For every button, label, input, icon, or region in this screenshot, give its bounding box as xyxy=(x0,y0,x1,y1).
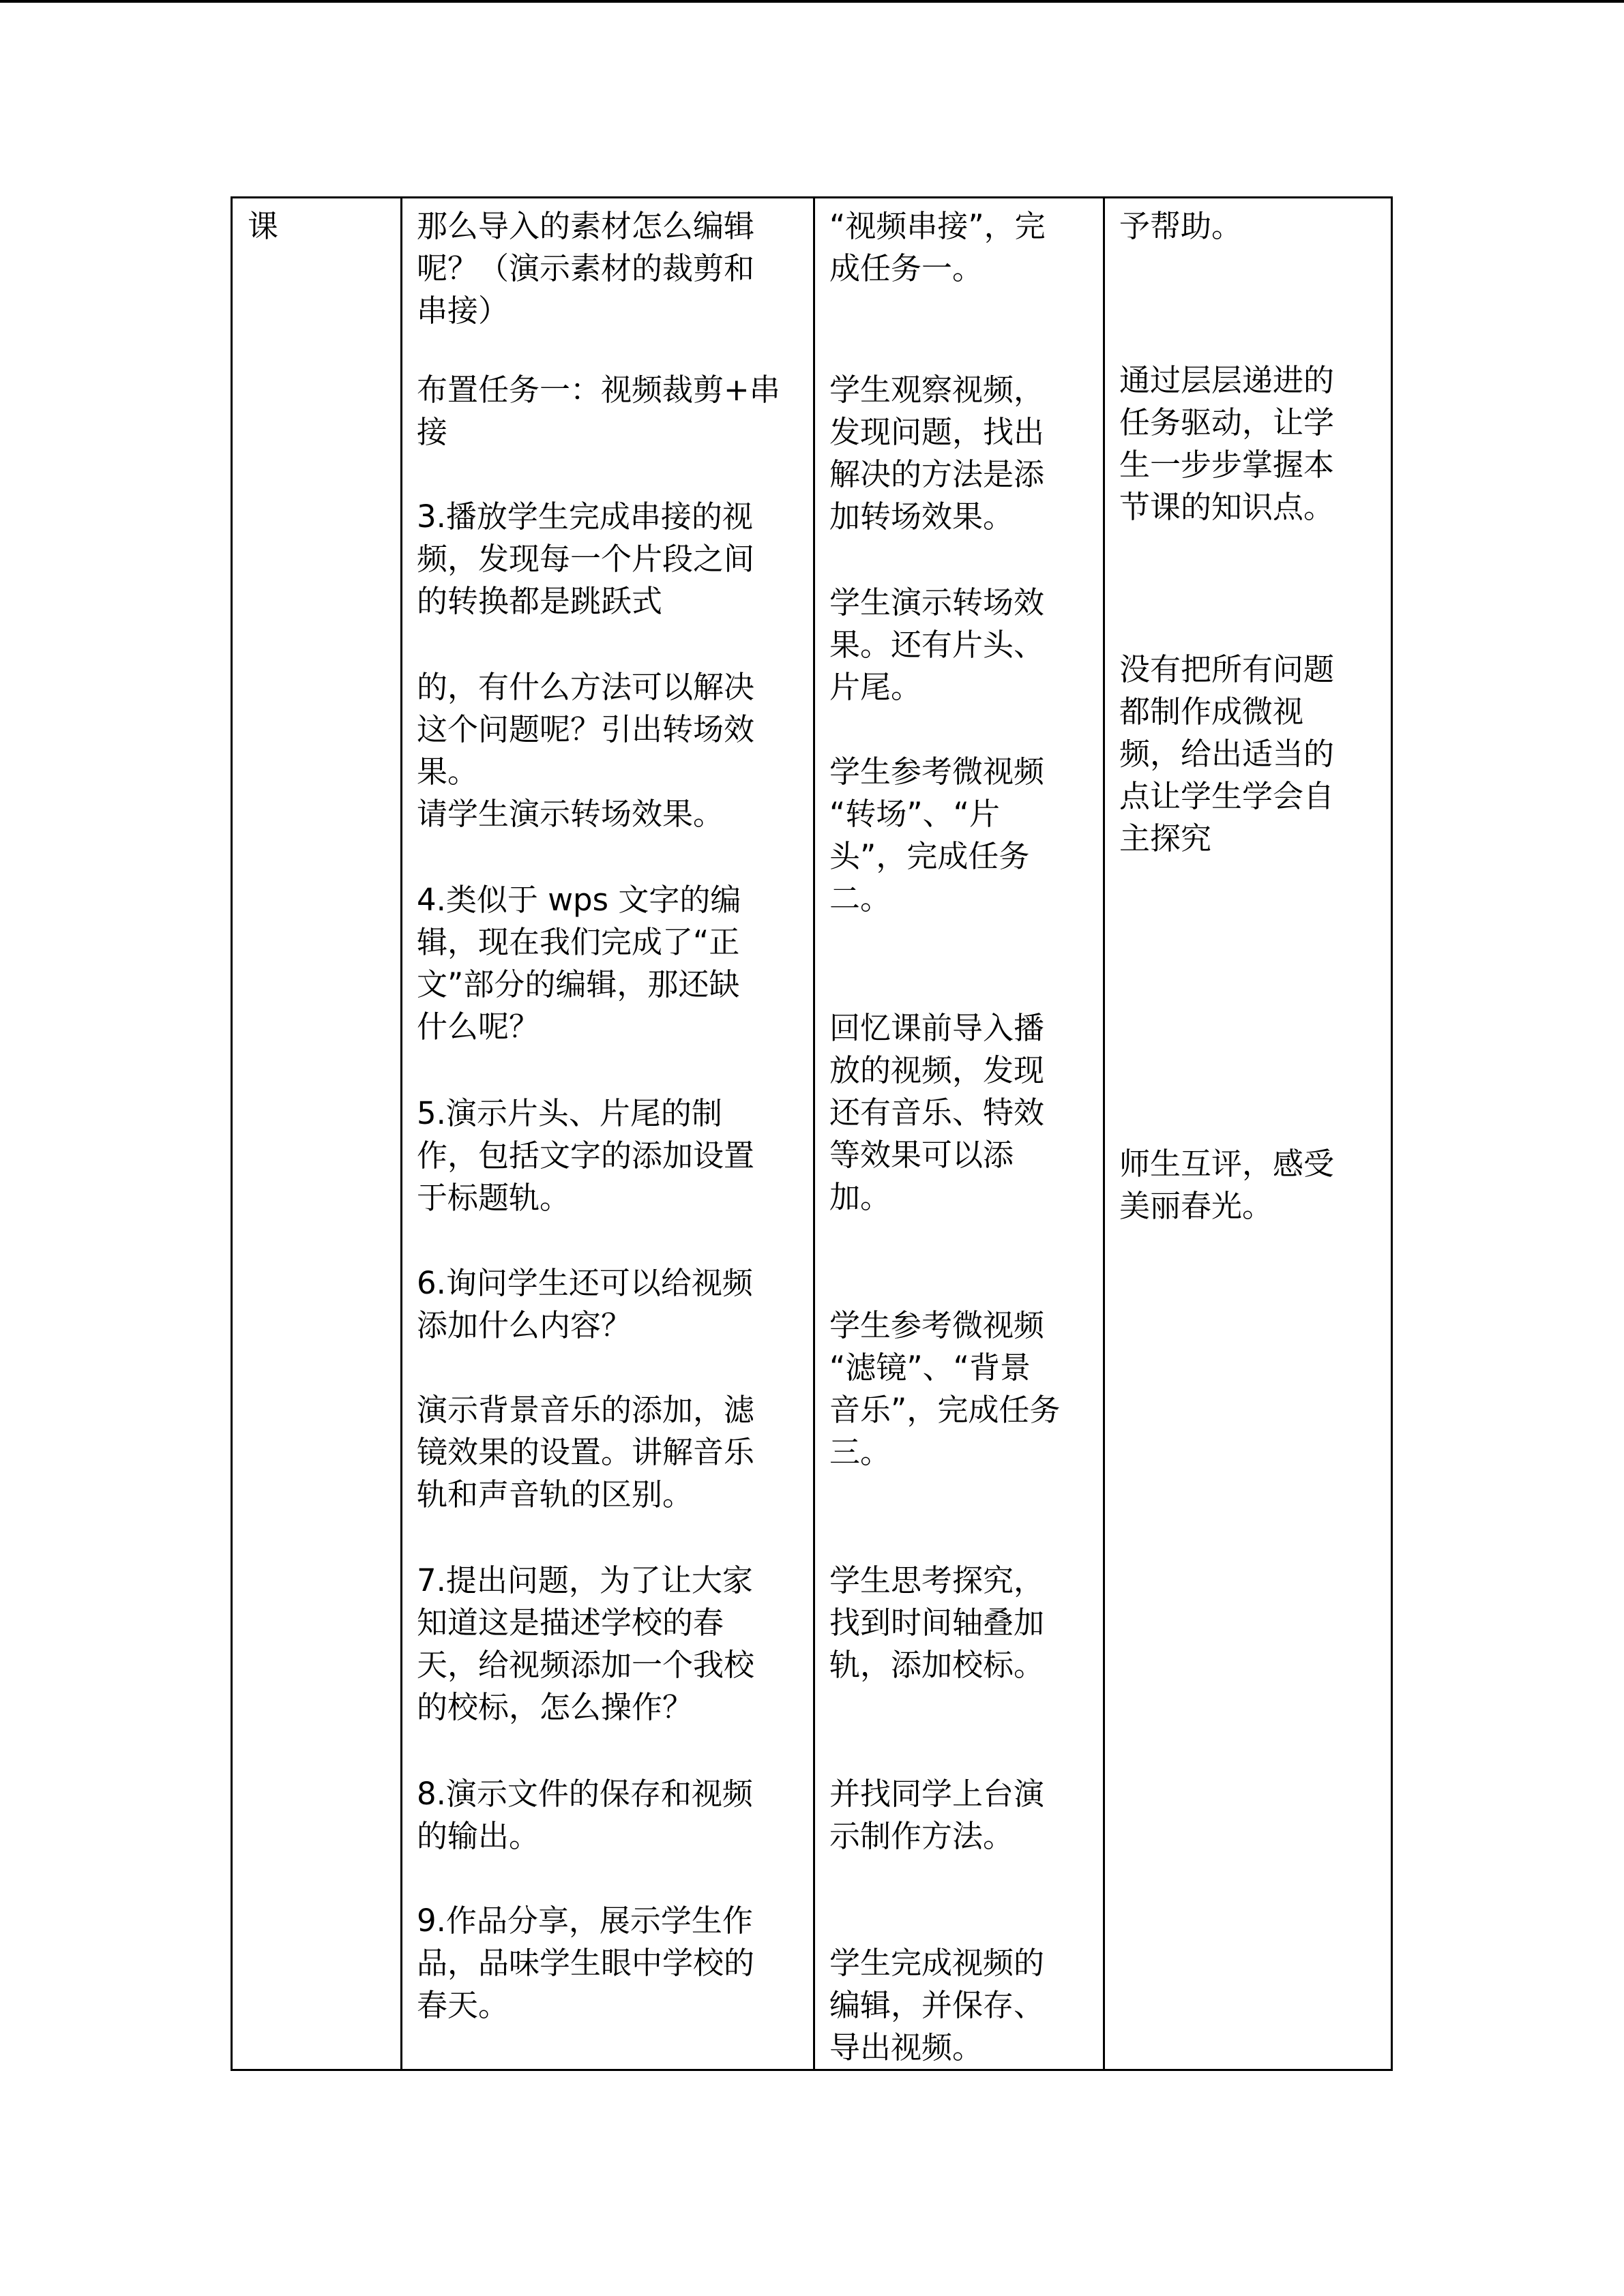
student-paragraph: 并找同学上台演 示制作方法。 xyxy=(829,1776,1045,1854)
column-divider xyxy=(813,198,815,2069)
intent-paragraph: 通过层层递进的 任务驱动，让学 生一步步掌握本 节课的知识点。 xyxy=(1119,362,1335,525)
student-paragraph: “视频串接”，完 成任务一。 xyxy=(829,208,1046,286)
student-paragraph: 学生观察视频， 发现问题，找出 解决的方法是添 加转场效果。 xyxy=(829,372,1045,535)
lesson-plan-table xyxy=(231,196,1393,2071)
student-paragraph: 回忆课前导入播 放的视频，发现 还有音乐、特效 等效果可以添 加。 xyxy=(829,1010,1045,1215)
teacher-paragraph: 8.演示文件的保存和视频 的输出。 xyxy=(417,1776,753,1854)
student-paragraph: 学生演示转场效 果。还有片头、 片尾。 xyxy=(829,584,1045,705)
stage-label: 课 xyxy=(248,208,279,244)
page-top-border xyxy=(0,0,1624,3)
teacher-paragraph: 6.询问学生还可以给视频 添加什么内容？ xyxy=(417,1265,753,1343)
teacher-paragraph: 4.类似于 wps 文字的编 辑，现在我们完成了“正 文”部分的编辑，那还缺 什么呢？ xyxy=(417,882,741,1045)
student-paragraph: 学生完成视频的 编辑，并保存、 导出视频。 xyxy=(829,1945,1045,2066)
student-paragraph: 学生参考微视频 “滤镜”、“背景 音乐”，完成任务 三。 xyxy=(829,1307,1061,1470)
teacher-paragraph: 的，有什么方法可以解决 这个问题呢？引出转场效 果。 请学生演示转场效果。 xyxy=(417,669,755,832)
intent-paragraph: 予帮助。 xyxy=(1119,208,1243,244)
teacher-paragraph: 3.播放学生完成串接的视 频，发现每一个片段之间 的转换都是跳跃式 xyxy=(417,498,755,619)
student-paragraph: 学生参考微视频 “转场”、“片 头”，完成任务 二。 xyxy=(829,754,1045,916)
column-divider xyxy=(400,198,402,2069)
teacher-paragraph: 7.提出问题，为了让大家 知道这是描述学校的春 天，给视频添加一个我校 的校标，怎么操作？ xyxy=(417,1562,755,1725)
intent-paragraph: 没有把所有问题 都制作成微视 频，给出适当的 点让学生学会自 主探究 xyxy=(1119,651,1335,856)
teacher-paragraph: 那么导入的素材怎么编辑 呢？（演示素材的裁剪和 串接） xyxy=(417,208,755,329)
teacher-paragraph: 布置任务一：视频裁剪+串 接 xyxy=(417,372,780,450)
column-divider xyxy=(1103,198,1105,2069)
intent-paragraph: 师生互评，感受 美丽春光。 xyxy=(1119,1146,1335,1224)
student-paragraph: 学生思考探究， 找到时间轴叠加 轨，添加校标。 xyxy=(829,1562,1045,1683)
teacher-paragraph: 9.作品分享，展示学生作 品，品味学生眼中学校的 春天。 xyxy=(417,1903,755,2023)
teacher-paragraph: 演示背景音乐的添加，滤 镜效果的设置。讲解音乐 轨和声音轨的区别。 xyxy=(417,1392,755,1512)
teacher-paragraph: 5.演示片头、片尾的制 作，包括文字的添加设置 于标题轨。 xyxy=(417,1095,755,1216)
